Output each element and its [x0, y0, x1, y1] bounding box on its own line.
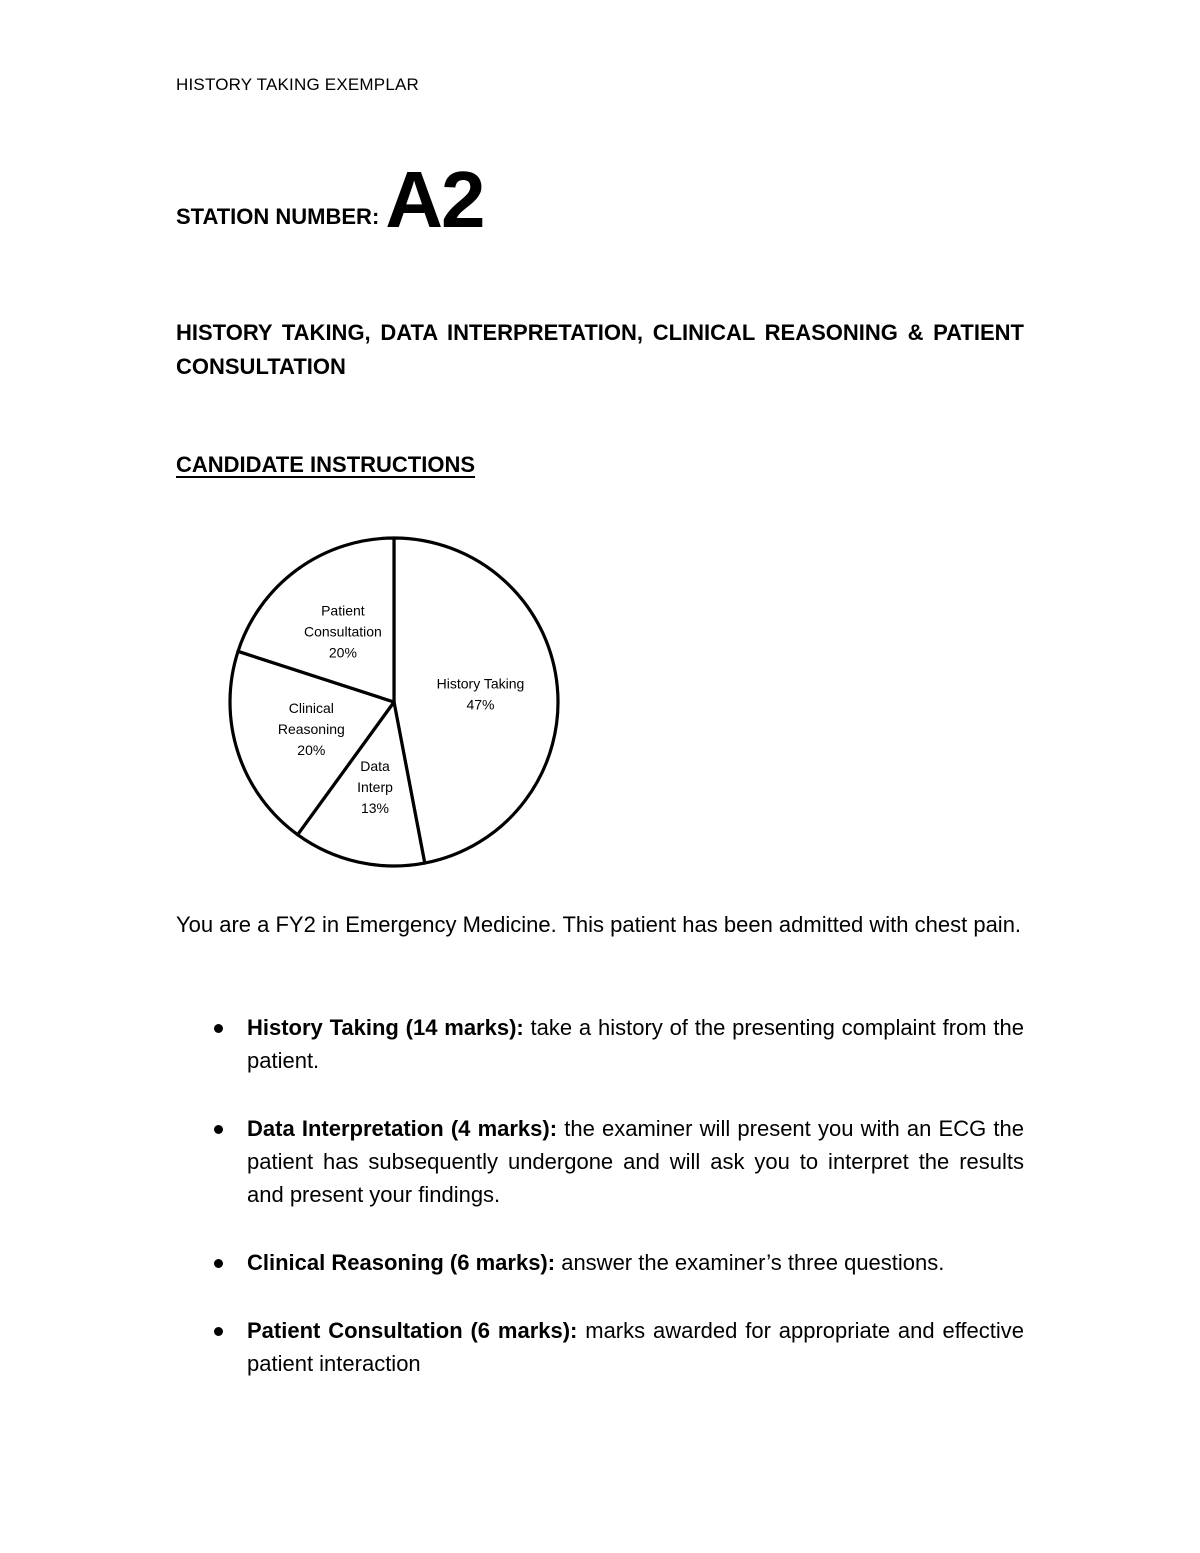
bullet-icon [214, 1024, 223, 1033]
task-title: Data Interpretation (4 marks): [247, 1116, 558, 1141]
task-item-patient-consultation [176, 1314, 1024, 1380]
task-title: Patient Consultation (6 marks): [247, 1318, 578, 1343]
pie-label-clinical-reasoning: Clinical Reasoning 20% [277, 699, 345, 758]
pie-label-data-interp: Data Interp 13% [357, 757, 393, 816]
task-item-history-taking [176, 1011, 1024, 1077]
task-text: marks awarded for appropriate and effective patient interaction [247, 1318, 1025, 1376]
station-label: STATION NUMBER: [176, 204, 380, 229]
task-text: take a history of the presenting complaint from the patient. [247, 1015, 1024, 1073]
task-title: Clinical Reasoning (6 marks): [247, 1250, 556, 1275]
bullet-icon [214, 1259, 223, 1268]
bullet-icon [214, 1125, 223, 1134]
task-item-clinical-reasoning [176, 1246, 1024, 1279]
task-title: History Taking (14 marks): [247, 1015, 524, 1040]
pie-label-history-taking: History Taking 47% [436, 675, 525, 713]
task-text: answer the examiner’s three questions. [555, 1250, 945, 1275]
task-list [176, 1011, 1024, 1415]
task-item-data-interpretation [176, 1112, 1024, 1211]
pie-chart-svg [220, 530, 570, 875]
station-row [176, 150, 484, 244]
running-header: HISTORY TAKING EXEMPLAR [176, 75, 419, 94]
intro-paragraph: You are a FY2 in Emergency Medicine. This patient has been admitted with chest pain. [176, 912, 1022, 937]
bullet-icon [214, 1327, 223, 1336]
station-title: HISTORY TAKING, DATA INTERPRETATION, CLINICAL REASONING & PATIENT CONSULTATION [176, 320, 1024, 379]
marks-pie-chart [220, 530, 570, 875]
station-number: A2 [385, 155, 484, 244]
section-heading: CANDIDATE INSTRUCTIONS [176, 452, 476, 477]
pie-label-patient-consultation: Patient Consultation 20% [303, 602, 382, 661]
task-text: the examiner will present you with an ECG the patient has subsequently undergone and will ask you to interpret the results and present your findings. [247, 1116, 1024, 1207]
